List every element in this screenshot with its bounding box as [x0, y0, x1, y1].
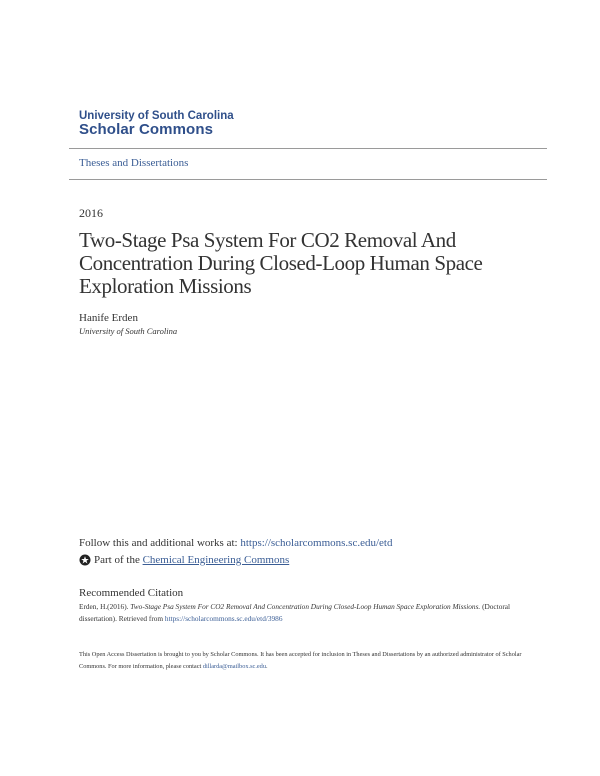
header-divider-bottom — [69, 179, 547, 180]
open-access-icon — [79, 554, 91, 566]
part-of-label: Part of the — [94, 554, 140, 566]
notice-text: This Open Access Dissertation is brought to you by Scholar Commons. It has been accepted for inclusion in Theses and Dissertations by an authorized administrator of Scholar Commons. For more information, please contact — [79, 651, 522, 670]
citation-url-link[interactable]: https://scholarcommons.sc.edu/etd/3986 — [164, 614, 283, 623]
publication-year: 2016 — [79, 206, 103, 220]
notice-end: . — [265, 663, 268, 670]
document-title: Two-Stage Psa System For CO2 Removal And Concentration During Closed-Loop Human Space Exploration Missions — [79, 228, 483, 298]
header-divider-top — [69, 148, 547, 149]
citation-title: Two-Stage Psa System For CO2 Removal And Concentration During Closed-Loop Human Space Exploration Missions. — [130, 602, 481, 611]
university-name[interactable]: University of South Carolina — [79, 110, 234, 122]
part-of-line — [79, 554, 289, 566]
author-institution: University of South Carolina — [79, 326, 178, 336]
citation-suffix: (Doctoral dissertation). Retrieved from — [79, 602, 511, 623]
collection-link[interactable]: Theses and Dissertations — [79, 157, 189, 169]
follow-line — [79, 537, 392, 549]
access-notice — [79, 649, 549, 673]
citation-prefix: Erden, H.(2016). — [79, 602, 129, 611]
contact-email-link[interactable]: dillarda@mailbox.sc.edu — [202, 663, 266, 670]
follow-url-link[interactable]: https://scholarcommons.sc.edu/etd — [240, 537, 393, 549]
commons-link[interactable]: Chemical Engineering Commons — [142, 554, 290, 566]
repository-name[interactable]: Scholar Commons — [79, 121, 214, 138]
citation-body — [79, 601, 549, 625]
citation-heading: Recommended Citation — [79, 587, 184, 599]
author-name: Hanife Erden — [79, 312, 138, 324]
follow-label: Follow this and additional works at: — [79, 537, 238, 549]
